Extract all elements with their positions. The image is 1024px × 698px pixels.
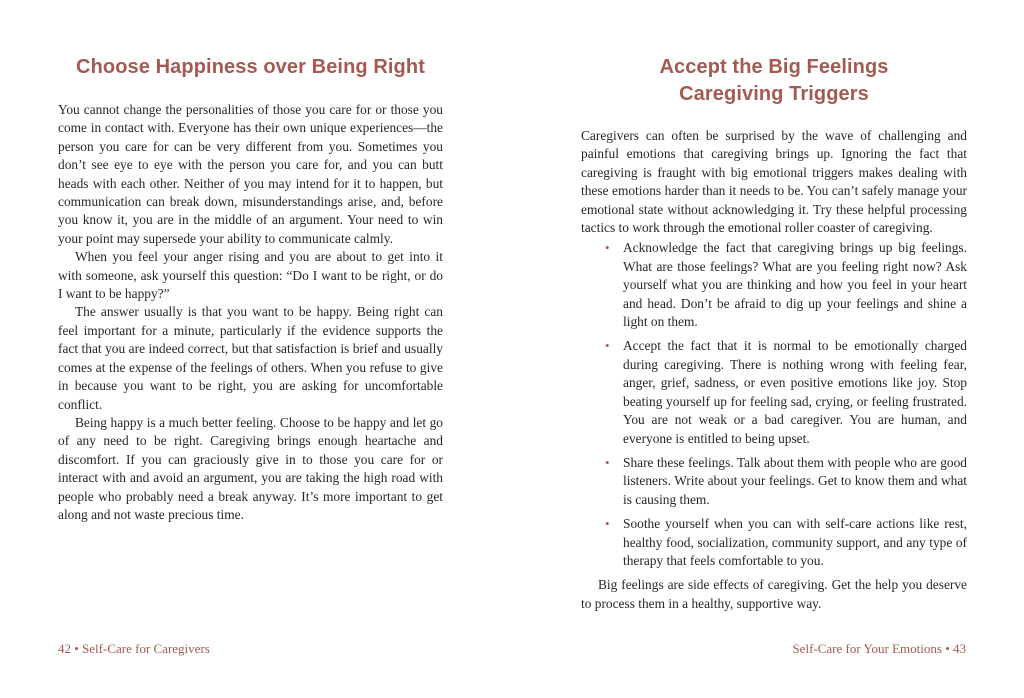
right-page-footer: Self-Care for Your Emotions • 43 bbox=[792, 641, 966, 656]
right-page-body bbox=[581, 127, 967, 613]
left-paragraph-4: Being happy is a much better feeling. Choose to be happy and let go of any need to be right. Caregiving brings enough heartache and discomfort. If you can graciously give in to those you care for or interact with and avoid an argument, you are taking the high road with people who probably need a break anyway. It’s more important to get along and not waste precious time. bbox=[58, 414, 443, 522]
right-closing-paragraph: Big feelings are side effects of caregiving. Get the help you deserve to process them in a healthy, supportive way. bbox=[581, 577, 967, 611]
left-page-footer: 42 • Self-Care for Caregivers bbox=[58, 641, 210, 656]
list-item-text: Soothe yourself when you can with self-care actions like rest, healthy food, socialization, community support, and any type of therapy that feels comfortable to you. bbox=[623, 516, 967, 568]
right-page bbox=[581, 0, 967, 698]
list-item bbox=[581, 454, 967, 509]
list-item-text: Acknowledge the fact that caregiving brings up big feelings. What are those feelings? What are you feeling right now? Ask yourself what you are thinking and how you feel in your heart and head. Don’t be afraid to dig up your feelings and shine a light on them. bbox=[623, 240, 967, 330]
bullet-list bbox=[581, 239, 967, 570]
list-item-text: Share these feelings. Talk about them with people who are good listeners. Write about your feelings. Get to know them and what is causing them. bbox=[623, 454, 967, 507]
bullet-icon: • bbox=[605, 454, 610, 470]
right-heading-line-2: Caregiving Triggers bbox=[679, 83, 869, 105]
left-page-heading: Choose Happiness over Being Right bbox=[76, 56, 425, 78]
bullet-icon: • bbox=[605, 240, 610, 256]
list-item bbox=[581, 515, 967, 570]
left-paragraph-2: When you feel your anger rising and you are about to get into it with someone, ask yourself this question: “Do I want to be right, or do I want to be happy?” bbox=[58, 249, 443, 302]
right-heading-line-1: Accept the Big Feelings bbox=[659, 56, 889, 78]
bullet-icon: • bbox=[605, 338, 610, 354]
list-item-text: Accept the fact that it is normal to be emotionally charged during caregiving. There is nothing wrong with feeling fear, anger, grief, sadness, or even positive emotions like joy. Stop beating yourself up for feeling sad, crying, or feeling frustrated. You are not weak or a bad caregiver. You are human, and everyone is entitled to being upset. bbox=[623, 338, 967, 446]
left-paragraph-1: You cannot change the personalities of those you care for or those you come in contact with. Everyone has their own unique experiences—the person you care for can be very different from you. Sometimes you don’t see eye to eye with the person you care for, and you can butt heads with each other. Neither of you may intend for it to happen, but communication can break down, misunderstandings arise, and, before you know it, you are in the middle of an argument. Your need to win your point may supersede your ability to communicate calmly. bbox=[58, 102, 443, 246]
list-item bbox=[581, 239, 967, 331]
left-paragraph-3: The answer usually is that you want to be happy. Being right can feel important for a minute, particularly if the evidence supports the fact that you are indeed correct, but that satisfaction is brief and usually comes at the expense of the feelings of others. When you refuse to give in because you want to be right, you are asking for uncomfortable conflict. bbox=[58, 304, 443, 412]
right-page-heading bbox=[581, 54, 967, 108]
right-intro-paragraph: Caregivers can often be surprised by the wave of challenging and painful emotions that caregiving brings up. Ignoring the fact that caregiving is fraught with big emotional triggers makes dealing with these emotions harder than it needs to be. You can’t safely manage your emotional state without acknowledging it. Try these helpful processing tactics to work through the emotional roller coaster of caregiving. bbox=[581, 128, 967, 236]
bullet-icon: • bbox=[605, 516, 610, 532]
list-item bbox=[581, 337, 967, 447]
left-page bbox=[58, 0, 443, 698]
left-page-body bbox=[58, 101, 443, 524]
